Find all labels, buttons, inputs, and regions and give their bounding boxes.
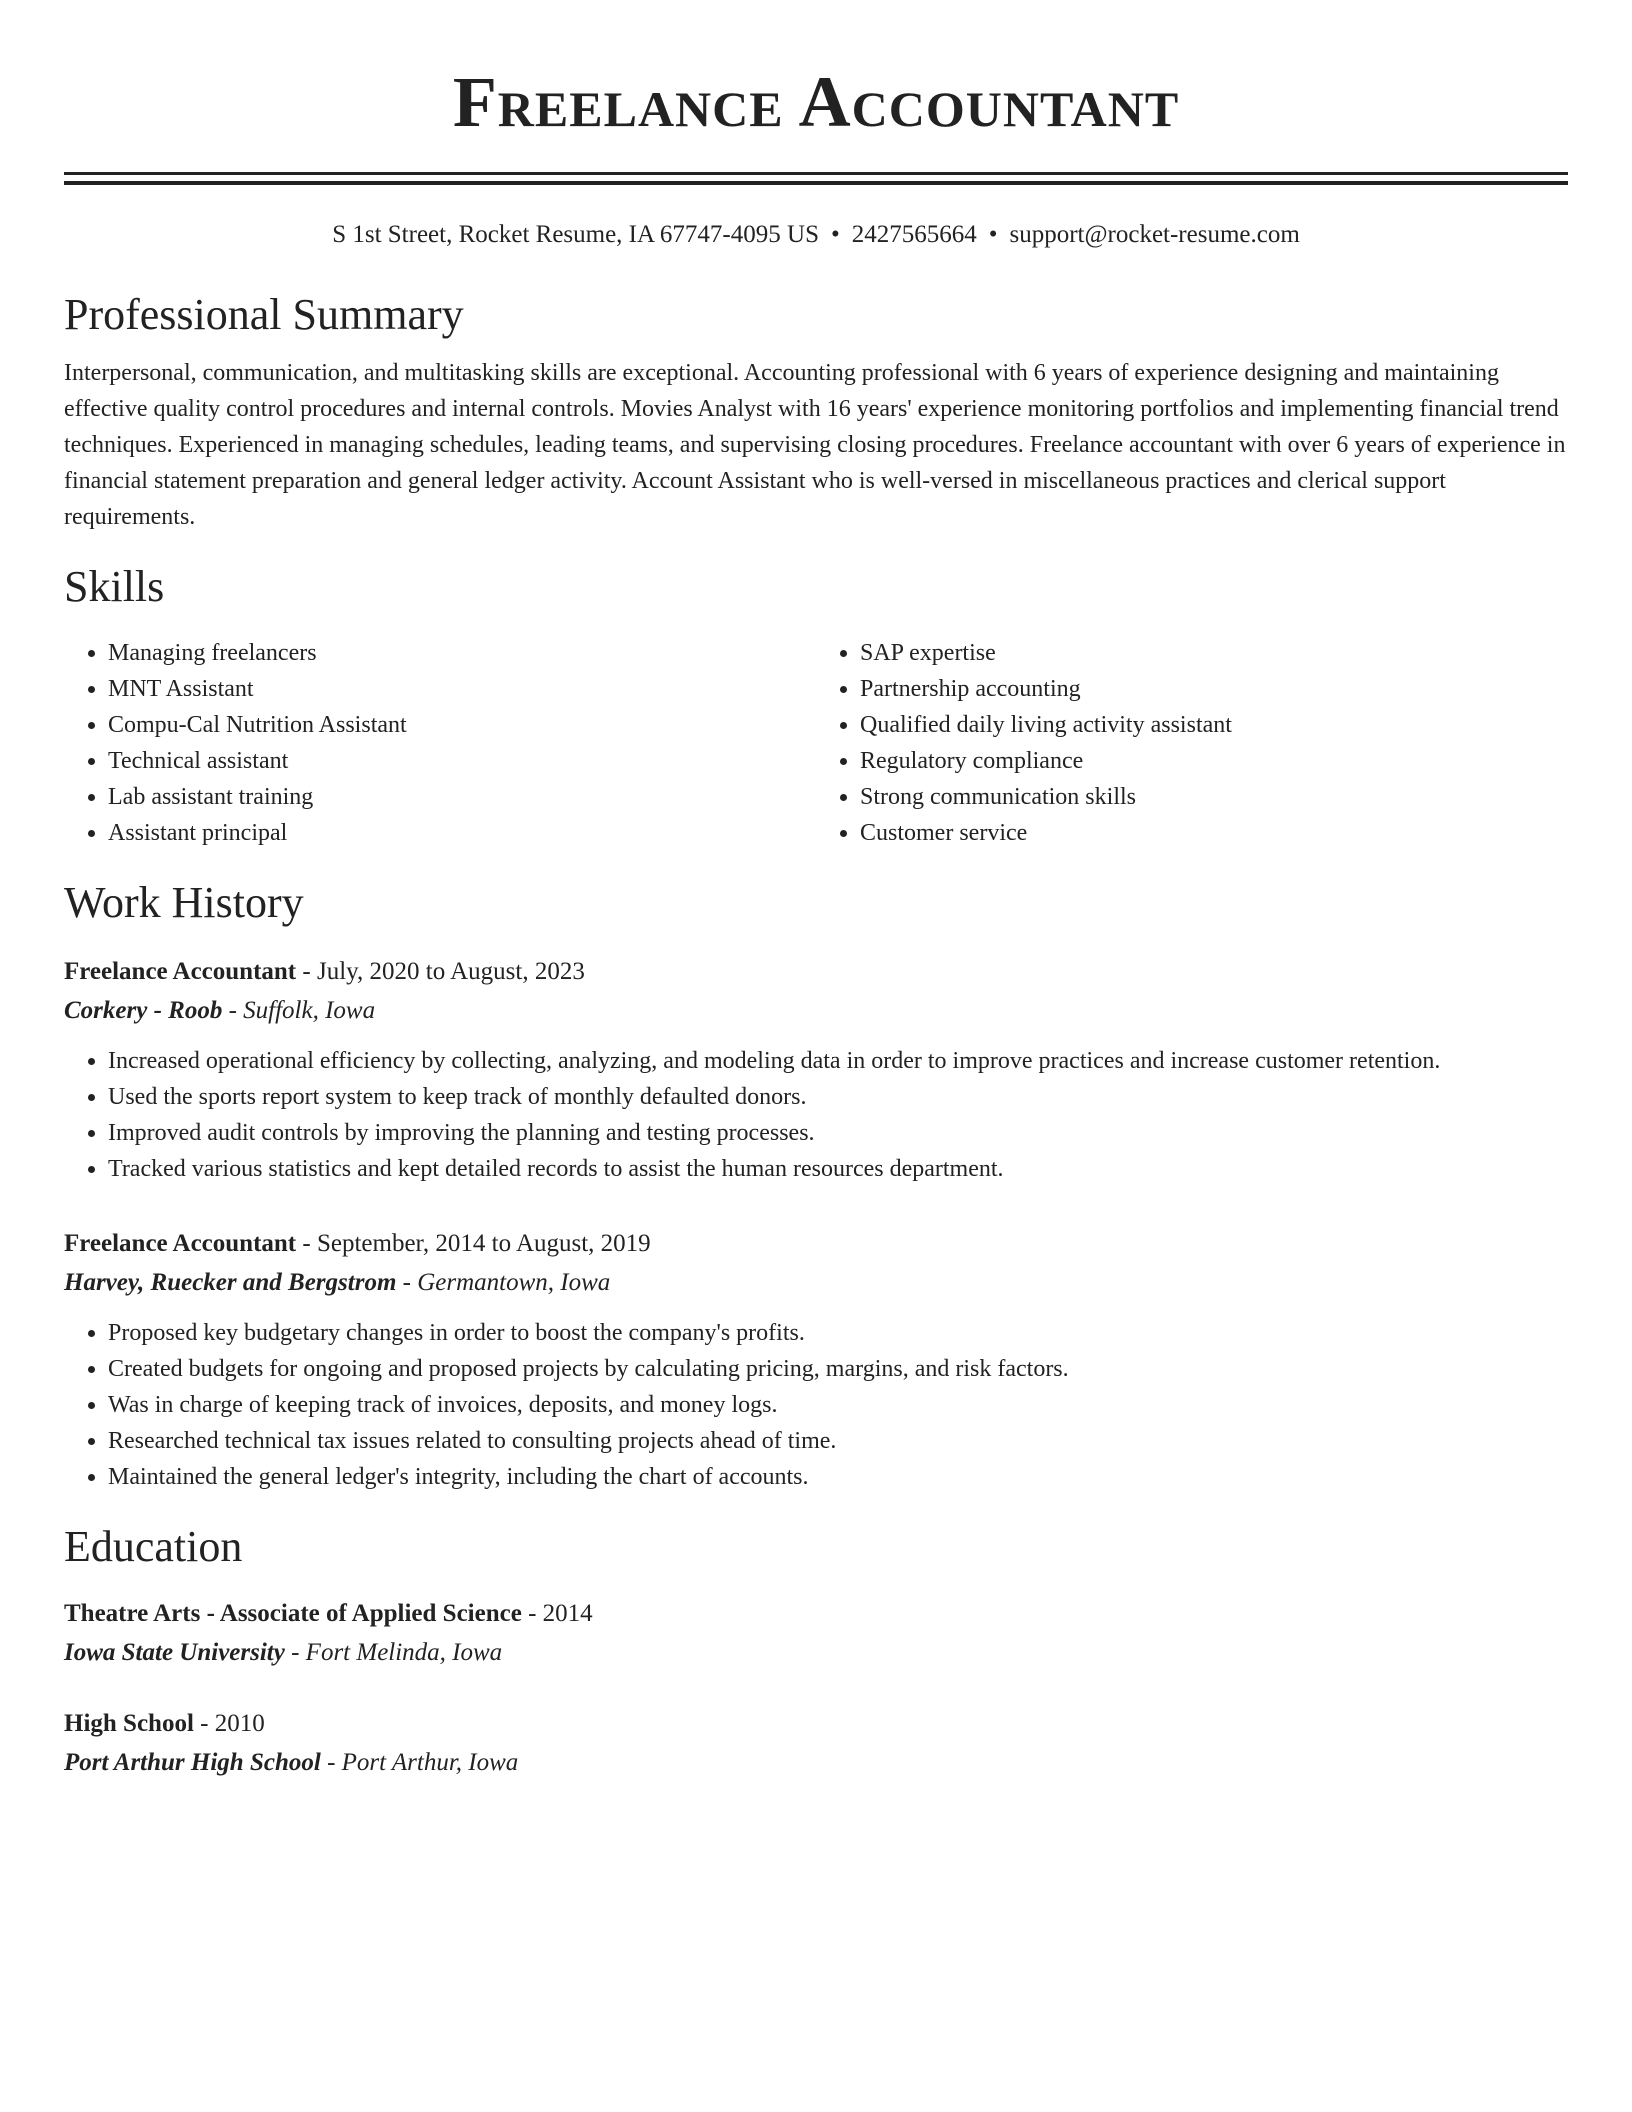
job-bullet: • Proposed key budgetary changes in order to boost the company's profits. [108,1315,1568,1351]
education-school: Iowa State University [64,1639,285,1666]
skill-item: • Compu-Cal Nutrition Assistant [108,707,816,743]
skill-item: • Assistant principal [108,815,816,851]
education-degree: High School [64,1710,194,1737]
skill-item: • Managing freelancers [108,635,816,671]
skills-column-right [816,635,1568,851]
education-school: Port Arthur High School [64,1749,321,1776]
job-employer [64,991,1568,1031]
job-header [64,1225,1568,1263]
summary-heading: Professional Summary [64,290,464,339]
header-divider-bottom [64,181,1568,185]
job-role: Freelance Accountant [64,958,297,985]
education-entry [64,1705,1568,1783]
job-company: Corkery - Roob [64,997,223,1024]
skill-item: • Partnership accounting [860,671,1568,707]
skill-item: • Customer service [860,815,1568,851]
contact-phone: 2427565664 [851,221,977,248]
education-location: - Fort Melinda, Iowa [291,1639,503,1666]
contact-address: S 1st Street, Rocket Resume, IA 67747-4095 US [332,221,819,248]
skill-item: • Qualified daily living activity assistant [860,707,1568,743]
job-bullet: • Researched technical tax issues related to consulting projects ahead of time. [108,1423,1568,1459]
skills-heading: Skills [64,562,165,611]
job-bullet: • Was in charge of keeping track of invoices, deposits, and money logs. [108,1387,1568,1423]
job-bullet: • Tracked various statistics and kept detailed records to assist the human resources department. [108,1151,1568,1187]
education-heading: Education [64,1522,243,1571]
header-divider-top [64,172,1568,175]
job-location: - Suffolk, Iowa [228,997,376,1024]
job-bullet: • Used the sports report system to keep track of monthly defaulted donors. [108,1079,1568,1115]
skill-item: • MNT Assistant [108,671,816,707]
resume-name-title: Freelance Accountant [452,62,1180,142]
education-degree: Theatre Arts - Associate of Applied Science [64,1600,522,1627]
job-bullet: • Increased operational efficiency by collecting, analyzing, and modeling data in order to improve practices and increase customer retention. [108,1043,1568,1079]
contact-separator: • [988,221,998,248]
education-header [64,1595,1568,1633]
job-entry [64,1225,1568,1495]
education-institution [64,1743,1568,1783]
skill-item: • Lab assistant training [108,779,816,815]
job-role: Freelance Accountant [64,1230,297,1257]
skill-item: • Technical assistant [108,743,816,779]
education-entry [64,1595,1568,1673]
contact-line [64,219,1568,251]
job-entry [64,953,1568,1187]
education-year: - 2010 [200,1710,265,1737]
job-bullet: • Created budgets for ongoing and proposed projects by calculating pricing, margins, and risk factors. [108,1351,1568,1387]
job-dates: - September, 2014 to August, 2019 [302,1230,651,1257]
job-bullet: • Improved audit controls by improving the planning and testing processes. [108,1115,1568,1151]
job-company: Harvey, Ruecker and Bergstrom [64,1269,397,1296]
education-location: - Port Arthur, Iowa [327,1749,519,1776]
education-institution [64,1633,1568,1673]
job-bullets [64,1043,1568,1187]
job-bullets [64,1315,1568,1495]
job-header [64,953,1568,991]
skills-list [64,635,1568,851]
job-location: - Germantown, Iowa [402,1269,611,1296]
education-header [64,1705,1568,1743]
skill-item: • SAP expertise [860,635,1568,671]
job-employer [64,1263,1568,1303]
contact-email: support@rocket-resume.com [1009,221,1300,248]
education-year: - 2014 [528,1600,593,1627]
summary-text: Interpersonal, communication, and multitasking skills are exceptional. Accounting professional with 6 years of experience designing and maintaining effective quality control procedures and internal controls. Movies Analyst with 16 years' experience monitoring portfolios and implementing financial trend techniques. Experienced in managing schedules, leading teams, and supervising closing procedures. Freelance accountant with over 6 years of experience in financial statement preparation and general ledger activity. Account Assistant who is well-versed in miscellaneous practices and clerical support requirements. [64,360,1566,530]
skill-item: • Strong communication skills [860,779,1568,815]
contact-separator: • [830,221,840,248]
skills-column-left [64,635,816,851]
work-history-heading: Work History [64,878,304,927]
skill-item: • Regulatory compliance [860,743,1568,779]
job-dates: - July, 2020 to August, 2023 [302,958,585,985]
job-bullet: • Maintained the general ledger's integrity, including the chart of accounts. [108,1459,1568,1495]
